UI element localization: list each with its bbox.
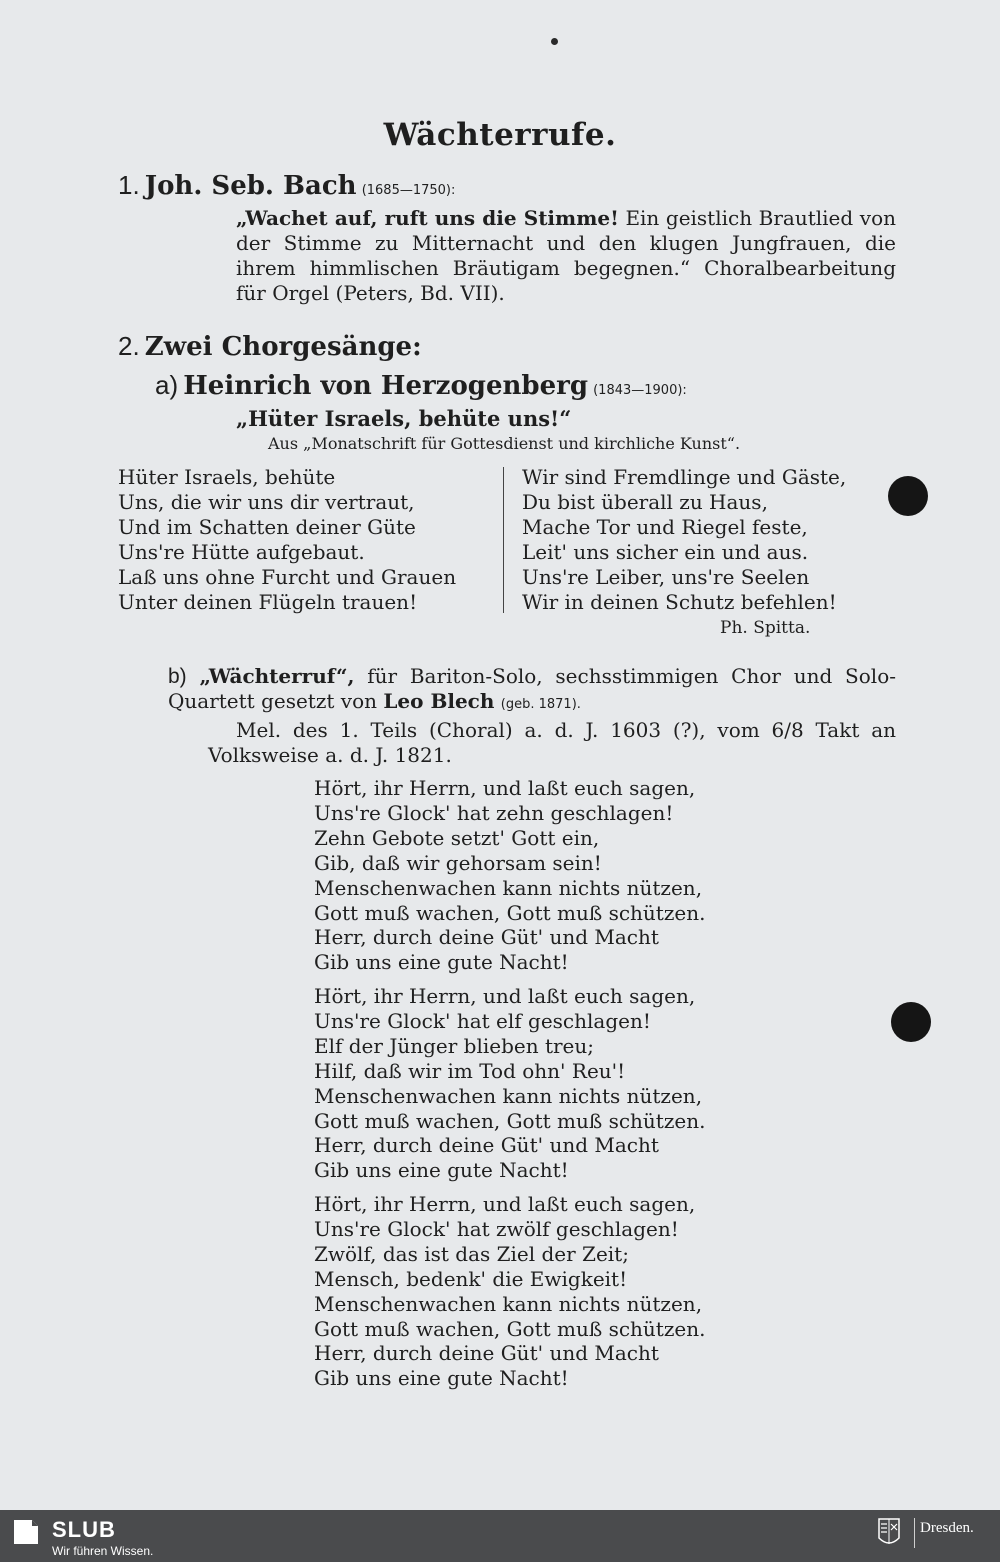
section-1-text	[236, 206, 896, 306]
section-1-number: 1.	[118, 170, 140, 200]
section-2b-description: für Bariton-Solo, sechsstimmigen Chor und Solo-Quartett gesetzt von	[168, 664, 896, 713]
stanza-line: Gott muß wachen, Gott muß schützen.	[314, 900, 706, 925]
poem-line: Unter deinen Flügeln trauen!	[118, 590, 418, 614]
slub-logo-text[interactable]: SLUB	[52, 1517, 116, 1542]
poem-line: Hüter Israels, behüte	[118, 465, 336, 489]
slub-logo-icon[interactable]	[12, 1516, 40, 1546]
poem-author: Ph. Spitta.	[720, 618, 811, 638]
section-1-work: „Wachet auf, ruft uns die Stimme!	[236, 206, 619, 230]
dresden-coat-of-arms-icon	[878, 1518, 900, 1548]
stanza-line: Mensch, bedenk' die Ewigkeit!	[314, 1266, 628, 1291]
poem-line: Laß uns ohne Furcht und Grauen	[118, 565, 457, 589]
stanza-line: Menschenwachen kann nichts nützen,	[314, 1083, 703, 1108]
page-title: Wächterrufe.	[383, 117, 617, 153]
punch-hole-top	[888, 476, 928, 516]
section-2b-work: „Wächterruf“,	[199, 664, 355, 688]
section-2b-text	[168, 664, 896, 717]
stanza-line: Gib, daß wir gehorsam sein!	[314, 850, 602, 875]
poem-divider	[503, 467, 504, 613]
section-2a-source: Aus „Monatschrift für Gottesdienst und kirchliche Kunst“.	[268, 434, 741, 453]
section-2a-heading	[155, 372, 687, 399]
section-1-heading	[118, 172, 455, 199]
stanza-line: Hört, ihr Herrn, und laßt euch sagen,	[314, 1192, 696, 1216]
section-2-heading	[118, 333, 422, 360]
poem-line: Leit' uns sicher ein und aus.	[522, 540, 809, 564]
stanza	[314, 776, 705, 975]
poem-line: Wir in deinen Schutz befehlen!	[522, 590, 837, 614]
poem-line: Wir sind Fremdlinge und Gäste,	[522, 465, 847, 489]
stanza-line: Herr, durch deine Güt' und Macht	[314, 1133, 659, 1158]
stanza-line: Menschenwachen kann nichts nützen,	[314, 875, 703, 900]
section-2a-composer: Heinrich von Herzogenberg	[183, 371, 589, 401]
poem-line: Mache Tor und Riegel feste,	[522, 515, 808, 539]
poem-line: Uns're Leiber, uns're Seelen	[522, 565, 810, 589]
dresden-logo-text[interactable]: Dresden.	[920, 1520, 974, 1536]
stanza-line: Hilf, daß wir im Tod ohn' Reu'!	[314, 1058, 626, 1083]
stanza-line: Gib uns eine gute Nacht!	[314, 1158, 569, 1183]
stanza-line: Elf der Jünger blieben treu;	[314, 1033, 595, 1058]
stanza-line: Uns're Glock' hat zwölf geschlagen!	[314, 1216, 679, 1241]
melody-note: Mel. des 1. Teils (Choral) a. d. J. 1603 (?), vom 6/8 Takt an Volksweise a. d. J. 1821.	[208, 718, 896, 767]
footer-divider	[914, 1518, 915, 1548]
section-2-number: 2.	[118, 331, 140, 361]
stanza-line: Gib uns eine gute Nacht!	[314, 950, 569, 975]
section-2a-quote: „Hüter Israels, behüte uns!“	[236, 406, 572, 431]
poem-line: Und im Schatten deiner Güte	[118, 515, 416, 539]
paper-speck	[551, 38, 558, 45]
punch-hole-bottom	[891, 1002, 931, 1042]
section-2-title: Zwei Chorgesänge:	[144, 332, 422, 362]
stanza-line: Uns're Glock' hat elf geschlagen!	[314, 1008, 651, 1033]
section-2a-label: a)	[155, 370, 179, 400]
stanza-line: Hört, ihr Herrn, und laßt euch sagen,	[314, 776, 696, 800]
stanza-line: Gib uns eine gute Nacht!	[314, 1366, 569, 1391]
poem-line: Du bist überall zu Haus,	[522, 490, 768, 514]
stanza	[314, 984, 705, 1183]
poem-left-column	[118, 465, 456, 615]
poem-line: Uns, die wir uns dir vertraut,	[118, 490, 415, 514]
stanza-line: Menschenwachen kann nichts nützen,	[314, 1291, 703, 1316]
slub-tagline: Wir führen Wissen.	[52, 1544, 154, 1558]
stanza-line: Herr, durch deine Güt' und Macht	[314, 925, 659, 950]
stanza-line: Gott muß wachen, Gott muß schützen.	[314, 1108, 706, 1133]
stanza-line: Hört, ihr Herrn, und laßt euch sagen,	[314, 984, 696, 1008]
section-2b-dates: (geb. 1871).	[500, 697, 581, 712]
section-1-composer: Joh. Seb. Bach	[144, 171, 357, 201]
stanza-line: Zehn Gebote setzt' Gott ein,	[314, 825, 600, 850]
poem-right-column	[522, 465, 846, 615]
section-2b-label: b)	[168, 665, 187, 688]
section-1-dates: (1685—1750):	[361, 183, 456, 198]
stanza-line: Herr, durch deine Güt' und Macht	[314, 1341, 659, 1366]
stanza	[314, 1192, 705, 1391]
section-2b-composer: Leo Blech	[383, 689, 495, 713]
viewer-footer	[0, 1510, 1000, 1562]
section-1-description: Ein geistlich Brautlied von der Stimme zu Mitternacht und den klugen Jungfrauen, die ihrem himmlischen Bräutigam begegnen.“ Choralbearbeitung für Orgel (Peters, Bd. VII).	[236, 206, 896, 305]
poem-line: Uns're Hütte aufgebaut.	[118, 540, 365, 564]
section-2a-dates: (1843—1900):	[593, 383, 687, 398]
stanza-line: Gott muß wachen, Gott muß schützen.	[314, 1316, 706, 1341]
stanza-line: Zwölf, das ist das Ziel der Zeit;	[314, 1241, 629, 1266]
stanza-line: Uns're Glock' hat zehn geschlagen!	[314, 800, 674, 825]
